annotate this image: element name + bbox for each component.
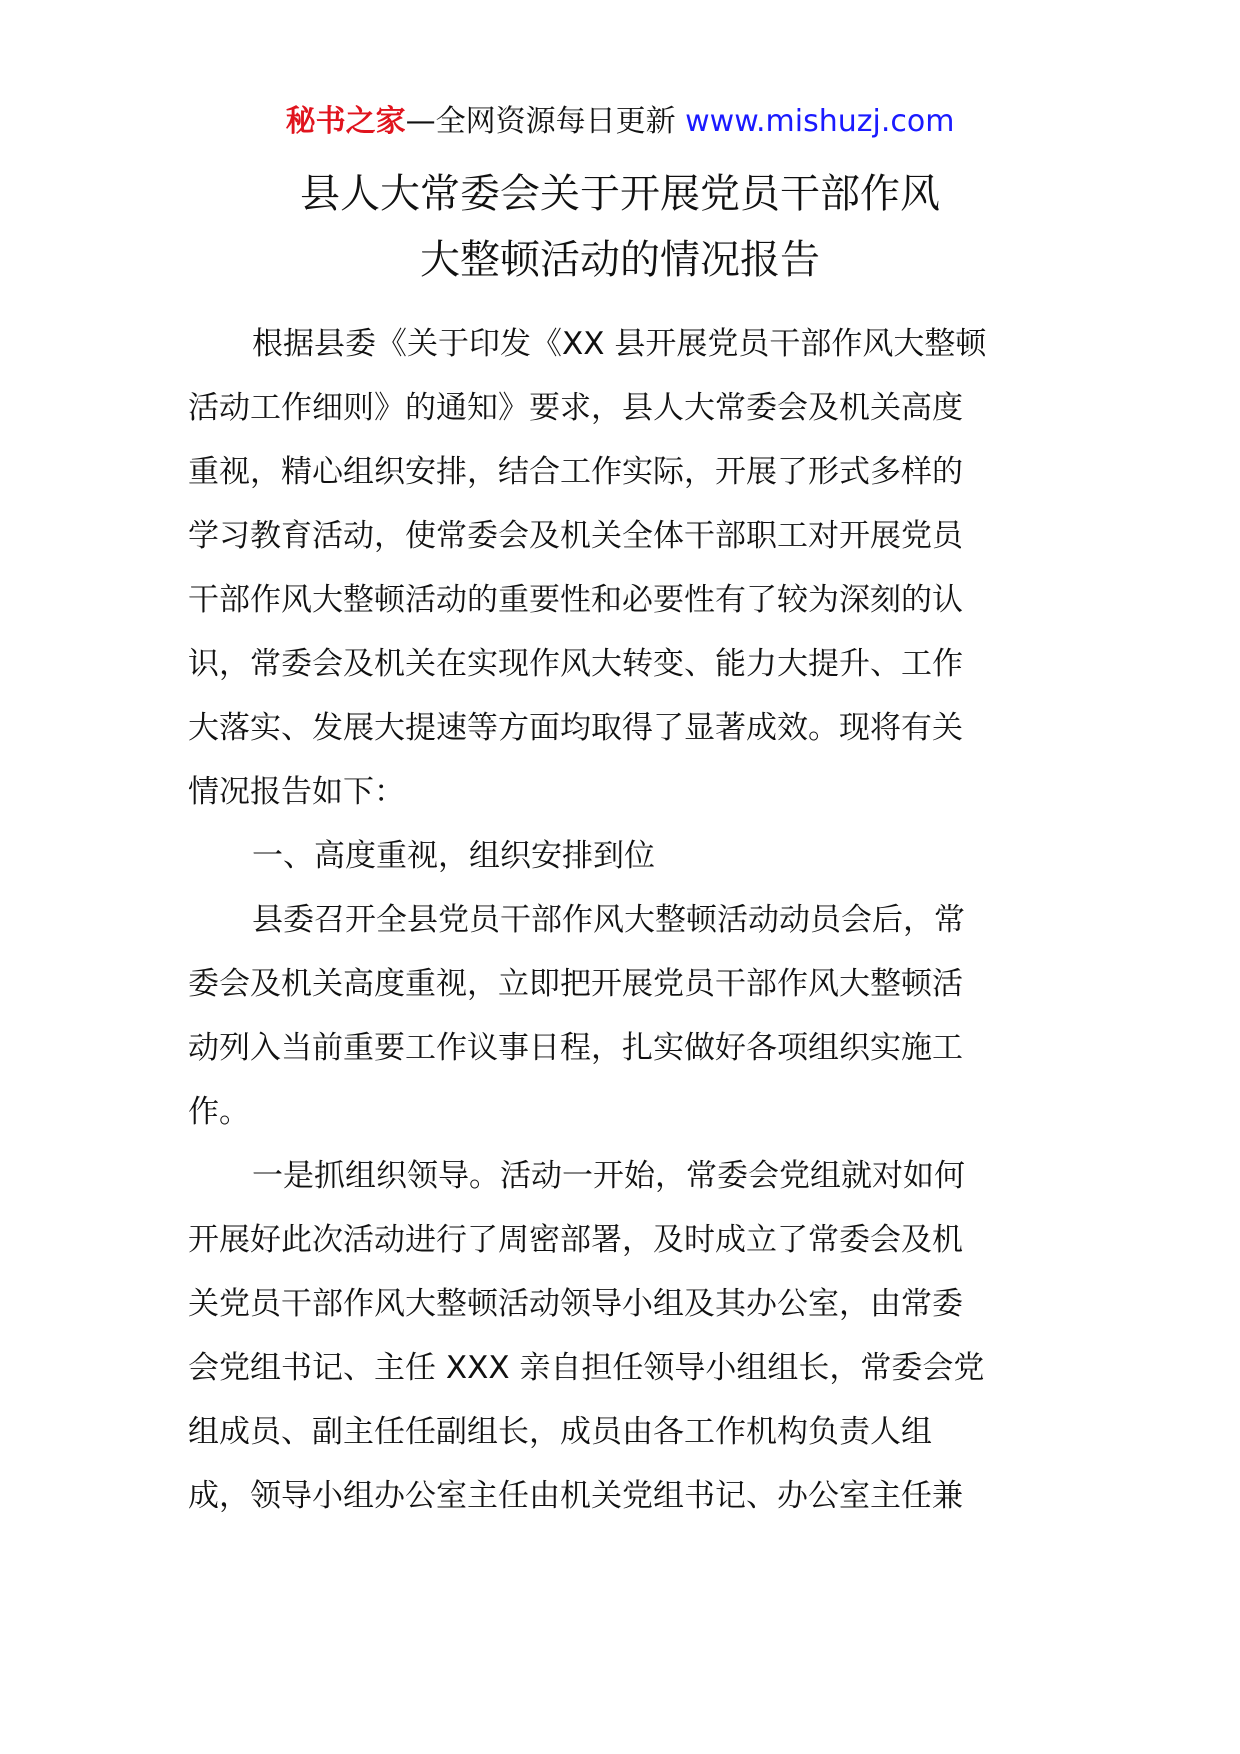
site-slogan: —全网资源每日更新 bbox=[405, 104, 676, 139]
body-line: 作。 bbox=[188, 1094, 250, 1130]
body-line: 一是抓组织领导。活动一开始，常委会党组就对如何 bbox=[252, 1158, 965, 1194]
body-line: 学习教育活动，使常委会及机关全体干部职工对开展党员 bbox=[188, 518, 963, 554]
body-line: 会党组书记、主任 XXX 亲自担任领导小组组长，常委会党 bbox=[188, 1350, 985, 1386]
body-line: 干部作风大整顿活动的重要性和必要性有了较为深刻的认 bbox=[188, 582, 963, 618]
site-header bbox=[0, 102, 1240, 142]
site-url-link[interactable]: www.mishuzj.com bbox=[685, 104, 955, 139]
body-line: 开展好此次活动进行了周密部署，及时成立了常委会及机 bbox=[188, 1222, 963, 1258]
body-line: 组成员、副主任任副组长，成员由各工作机构负责人组 bbox=[188, 1414, 932, 1450]
body-line: 成，领导小组办公室主任由机关党组书记、办公室主任兼 bbox=[188, 1478, 963, 1514]
body-line: 重视，精心组织安排，结合工作实际，开展了形式多样的 bbox=[188, 454, 963, 490]
body-line: 动列入当前重要工作议事日程，扎实做好各项组织实施工 bbox=[188, 1030, 963, 1066]
body-line: 委会及机关高度重视，立即把开展党员干部作风大整顿活 bbox=[188, 966, 963, 1002]
section-heading: 一、高度重视，组织安排到位 bbox=[252, 838, 655, 874]
body-line: 活动工作细则》的通知》要求，县人大常委会及机关高度 bbox=[188, 390, 963, 426]
body-line: 县委召开全县党员干部作风大整顿活动动员会后，常 bbox=[252, 902, 965, 938]
body-line: 关党员干部作风大整顿活动领导小组及其办公室，由常委 bbox=[188, 1286, 963, 1322]
body-line: 识，常委会及机关在实现作风大转变、能力大提升、工作 bbox=[188, 646, 963, 682]
site-brand: 秘书之家 bbox=[285, 104, 406, 139]
document-title-line-1: 县人大常委会关于开展党员干部作风 bbox=[300, 171, 940, 217]
document-body bbox=[188, 312, 1068, 1528]
body-line: 大落实、发展大提速等方面均取得了显著成效。现将有关 bbox=[188, 710, 963, 746]
document-title-line-2: 大整顿活动的情况报告 bbox=[420, 237, 820, 283]
body-line: 情况报告如下： bbox=[188, 774, 405, 810]
body-line: 根据县委《关于印发《XX 县开展党员干部作风大整顿 bbox=[252, 326, 987, 362]
